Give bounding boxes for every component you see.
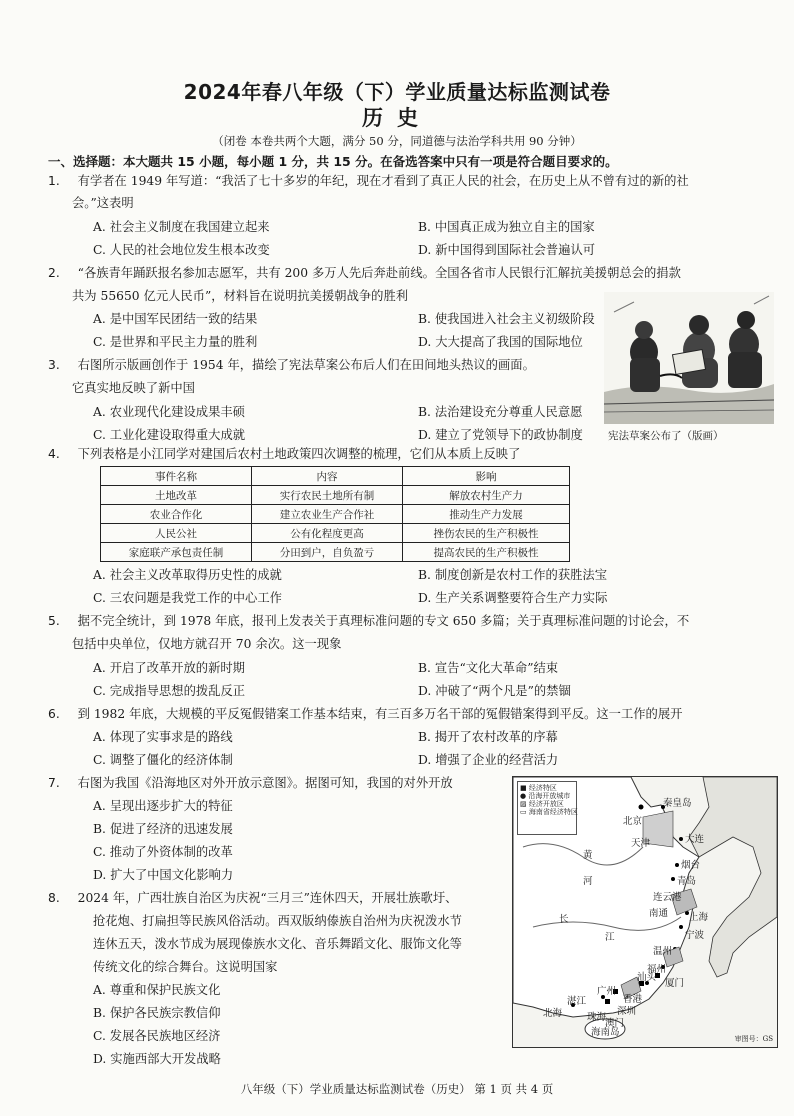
map-label-qingdao: 青岛 <box>677 876 697 887</box>
table-row <box>101 543 570 562</box>
map-label-shenzhen: 深圳 <box>617 1006 637 1017</box>
map-label-zhanjiang: 湛江 <box>567 996 587 1007</box>
exam-note: （闭卷 本卷共两个大题，满分 50 分，同道德与法治学科共用 90 分钟） <box>212 134 582 148</box>
option-b[interactable]: B. 揭开了农村改革的序幕 <box>418 730 558 744</box>
option-b[interactable]: B. 促进了经济的迅速发展 <box>93 822 233 836</box>
option-a[interactable]: A. 社会主义制度在我国建立起来 <box>93 220 270 234</box>
map-label-hainan: 海南岛 <box>591 1027 620 1038</box>
exam-subject: 历史 <box>362 106 432 130</box>
exam-title: 2024年春八年级（下）学业质量达标监测试卷 <box>183 80 611 104</box>
option-a[interactable]: A. 尊重和保护民族文化 <box>93 983 221 997</box>
option-a[interactable]: A. 农业现代化建设成果丰硕 <box>93 405 245 419</box>
option-a[interactable]: A. 体现了实事求是的路线 <box>93 730 233 744</box>
option-c[interactable]: C. 工业化建设取得重大成就 <box>93 428 246 442</box>
map-label-changjiang-1: 长 <box>559 914 569 925</box>
page-footer: 八年级（下）学业质量达标监测试卷（历史） 第 1 页 共 4 页 <box>240 1082 554 1096</box>
question-text: 抢花炮、打扁担等民族风俗活动。西双版纳傣族自治州为庆祝泼水节 <box>93 914 462 928</box>
option-b[interactable]: B. 保护各民族宗教信仰 <box>93 1006 221 1020</box>
coastal-opening-map <box>512 776 778 1048</box>
legend-item: ■ 经济特区 <box>520 784 557 792</box>
table-row <box>101 505 570 524</box>
option-a[interactable]: A. 是中国军民团结一致的结果 <box>93 312 258 326</box>
map-label-hongkong: 香港 <box>623 994 643 1005</box>
table-cell: 农业合作化 <box>101 505 252 524</box>
option-a[interactable]: A. 开启了改革开放的新时期 <box>93 661 245 675</box>
map-label-qinhuangdao: 秦皇岛 <box>663 798 692 809</box>
question-2 <box>48 264 681 282</box>
table-cell: 提高农民的生产积极性 <box>403 543 570 562</box>
option-d[interactable]: D. 冲破了“两个凡是”的禁锢 <box>418 684 571 698</box>
map-label-huanghe-1: 黄 <box>583 850 593 861</box>
option-c[interactable]: C. 完成指导思想的拨乱反正 <box>93 684 246 698</box>
option-b[interactable]: B. 法治建设充分尊重人民意愿 <box>418 405 583 419</box>
option-d[interactable]: D. 大大提高了我国的国际地位 <box>418 335 583 349</box>
option-a[interactable]: A. 呈现出逐步扩大的特征 <box>93 799 233 813</box>
table-header-row <box>101 467 570 486</box>
table-row <box>101 524 570 543</box>
question-number: 5. <box>48 614 60 628</box>
question-text: 到 1982 年底，大规模的平反冤假错案工作基本结束，有三百多万名干部的冤假错案得到平反。这一工作的展开 <box>77 707 683 721</box>
map-label-dalian: 大连 <box>685 834 705 845</box>
woodcut-caption: 宪法草案公布了（版画） <box>608 430 724 442</box>
table-row <box>101 486 570 505</box>
question-number: 2. <box>48 266 60 280</box>
legend-item: ● 沿海开放城市 <box>520 792 571 800</box>
table-cell: 公有化程度更高 <box>252 524 403 543</box>
map-label-zhuhai: 珠海 <box>587 1012 607 1023</box>
map-label-huanghe-2: 河 <box>583 876 593 887</box>
table-cell: 人民公社 <box>101 524 252 543</box>
table-cell: 推动生产力发展 <box>403 505 570 524</box>
question-number: 1. <box>48 174 60 188</box>
option-c[interactable]: C. 三农问题是我党工作的中心工作 <box>93 591 282 605</box>
option-b[interactable]: B. 制度创新是农村工作的获胜法宝 <box>418 568 608 582</box>
option-c[interactable]: C. 推动了外资体制的改革 <box>93 845 233 859</box>
map-label-shanghai: 上海 <box>689 912 709 923</box>
map-label-changjiang-2: 江 <box>605 932 615 943</box>
legend-item: ▭ 海南省经济特区 <box>520 808 578 816</box>
question-number: 3. <box>48 358 60 372</box>
woodcut-illustration <box>604 292 774 424</box>
question-text: “各族青年踊跃报名参加志愿军，共有 200 多万人先后奔赴前线。全国各省市人民银行汇解抗美援朝总会的捐款 <box>77 266 681 280</box>
question-text: 右图为我国《沿海地区对外开放示意图》。据图可知，我国的对外开放 <box>77 776 453 790</box>
question-number: 7. <box>48 776 60 790</box>
question-number: 4. <box>48 447 60 461</box>
map-source: 审图号：GS <box>734 1035 773 1043</box>
map-label-wenzhou: 温州 <box>653 946 673 957</box>
table-cell: 解放农村生产力 <box>403 486 570 505</box>
option-d[interactable]: D. 建立了党领导下的政协制度 <box>418 428 583 442</box>
question-1 <box>48 172 689 190</box>
map-label-nantong: 南通 <box>649 908 669 919</box>
map-label-guangzhou: 广州 <box>597 986 617 997</box>
option-d[interactable]: D. 实施西部大开发战略 <box>93 1052 221 1066</box>
map-label-macau: 澳门 <box>605 1018 625 1029</box>
table-header: 事件名称 <box>101 467 252 486</box>
map-label-beihai: 北海 <box>543 1008 563 1019</box>
question-text: 下列表格是小江同学对建国后农村土地政策四次调整的梳理，它们从本质上反映了 <box>77 447 521 461</box>
map-label-beijing: 北京 <box>623 816 643 827</box>
question-7 <box>48 774 453 792</box>
question-text: 2024 年，广西壮族自治区为庆祝“三月三”连休四天，开展壮族歌圩、 <box>77 891 458 905</box>
question-3 <box>48 356 535 374</box>
option-b[interactable]: B. 中国真正成为独立自主的国家 <box>418 220 595 234</box>
map-label-tianjin: 天津 <box>631 838 651 849</box>
map-label-ningbo: 宁波 <box>685 930 705 941</box>
map-label-lianyungang: 连云港 <box>653 892 682 903</box>
option-c[interactable]: C. 人民的社会地位发生根本改变 <box>93 243 270 257</box>
question-5 <box>48 612 689 630</box>
question-text: 它真实地反映了新中国 <box>72 381 195 395</box>
table-cell: 分田到户，自负盈亏 <box>252 543 403 562</box>
option-b[interactable]: B. 使我国进入社会主义初级阶段 <box>418 312 595 326</box>
map-label-shantou: 汕头 <box>637 972 657 983</box>
question-8 <box>48 889 457 907</box>
legend-item: ▨ 经济开放区 <box>520 800 564 808</box>
question-text: 共为 55650 亿元人民币”，材料旨在说明抗美援朝战争的胜利 <box>72 289 409 303</box>
option-b[interactable]: B. 宣告“文化大革命”结束 <box>418 661 559 675</box>
question-text: 包括中央单位，仅地方就召开 70 余次。这一现象 <box>72 637 342 651</box>
option-d[interactable]: D. 新中国得到国际社会普遍认可 <box>418 243 596 257</box>
table-header: 影响 <box>403 467 570 486</box>
option-c[interactable]: C. 发展各民族地区经济 <box>93 1029 221 1043</box>
map-label-xiamen: 厦门 <box>665 978 685 989</box>
question-text: 右图所示版画创作于 1954 年，描绘了宪法草案公布后人们在田间地头热议的画面。 <box>77 358 535 372</box>
question-6 <box>48 705 682 723</box>
option-d[interactable]: D. 增强了企业的经营活力 <box>418 753 559 767</box>
map-legend <box>517 781 577 835</box>
policy-table <box>100 466 570 562</box>
question-number: 8. <box>48 891 60 905</box>
table-cell: 土地改革 <box>101 486 252 505</box>
table-cell: 家庭联产承包责任制 <box>101 543 252 562</box>
table-cell: 实行农民土地所有制 <box>252 486 403 505</box>
question-number: 6. <box>48 707 60 721</box>
table-cell: 建立农业生产合作社 <box>252 505 403 524</box>
option-c[interactable]: C. 是世界和平民主力量的胜利 <box>93 335 258 349</box>
table-header: 内容 <box>252 467 403 486</box>
option-a[interactable]: A. 社会主义改革取得历史性的成就 <box>93 568 282 582</box>
question-text: 据不完全统计，到 1978 年底，报刊上发表关于真理标准问题的专文 650 多篇；关于真理标准问题的讨论会，不 <box>77 614 690 628</box>
section-heading: 一、选择题：本大题共 15 小题，每小题 1 分，共 15 分。在备选答案中只有一项是符合题目要求的。 <box>48 154 618 169</box>
question-text: 传统文化的综合舞台。这说明国家 <box>93 960 278 974</box>
map-label-yantai: 烟台 <box>681 860 701 871</box>
question-text: 连休五天，泼水节成为展现傣族水文化、音乐舞蹈文化、服饰文化等 <box>93 937 462 951</box>
option-d[interactable]: D. 生产关系调整要符合生产力实际 <box>418 591 608 605</box>
option-c[interactable]: C. 调整了僵化的经济体制 <box>93 753 233 767</box>
question-text: 有学者在 1949 年写道：“我活了七十多岁的年纪，现在才看到了真正人民的社会，在历史上从不曾有过的新的社 <box>77 174 689 188</box>
question-text: 会。”这表明 <box>72 196 134 210</box>
question-4 <box>48 445 520 463</box>
option-d[interactable]: D. 扩大了中国文化影响力 <box>93 868 234 882</box>
table-cell: 挫伤农民的生产积极性 <box>403 524 570 543</box>
map-label-fuzhou: 福州 <box>647 964 667 975</box>
